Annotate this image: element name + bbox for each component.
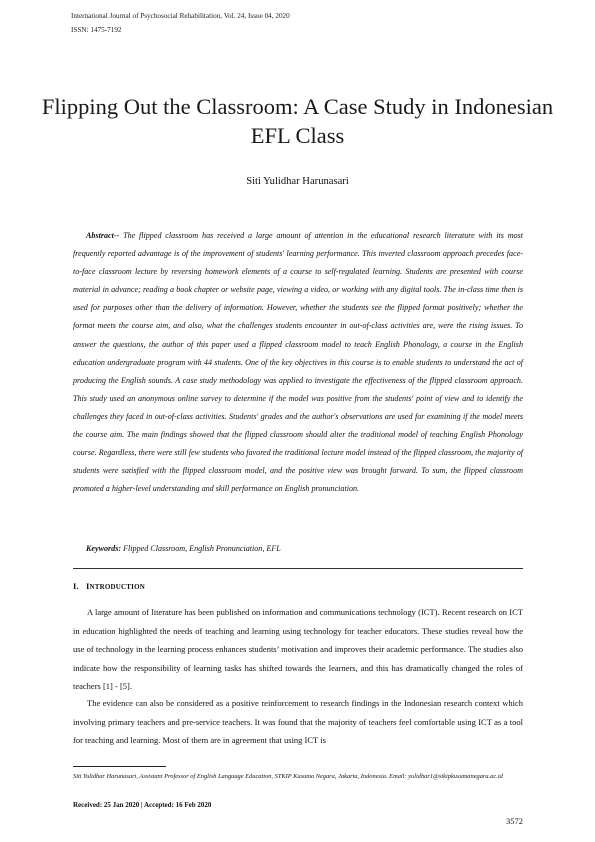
author-name: Siti Yulidhar Harunasari: [246, 176, 349, 187]
paper-title: Flipping Out the Classroom: A Case Study in Indonesian EFL Class: [41, 94, 554, 148]
keywords-label: Keywords:: [86, 544, 122, 553]
section-title-rest: NTRODUCTION: [89, 583, 145, 591]
page-number: 3572: [506, 816, 523, 826]
section-divider: [73, 568, 523, 569]
section-first-letter: I: [85, 581, 90, 591]
received-accepted-dates: Received: 25 Jan 2020 | Accepted: 16 Feb 2020: [73, 801, 212, 809]
keywords-text: Flipped Classroom, English Pronunciation, EFL: [123, 544, 281, 553]
keywords: [86, 544, 281, 553]
section-number: I.: [73, 581, 79, 591]
author-footnote: Siti Yulidhar Harunasari, Assistant Professor of English Language Education, STKIP Kusuma Negara, Jakarta, Indonesia. Email: yulidhar1@stkipkusumanegara.ac.id: [73, 773, 503, 780]
abstract: [73, 227, 523, 498]
footnote-divider: [73, 766, 166, 767]
journal-header: International Journal of Psychosocial Rehabilitation, Vol. 24, Issue 04, 2020: [71, 12, 290, 20]
abstract-text: The flipped classroom has received a large amount of attention in the educational research literature with its most frequently reported advantage is of the improvement of students' learning performance. This inverted classroom approach precedes face-to-face classroom lecture by reversing homework elements of a course to self-regulated learning. Students are presented with course material in advance; reading a book chapter or website page, viewing a video, or working with any digital tools. The in-class time then is used for purposes other than the delivery of information. However, whether the students see the flipped format positively; whether the format meets the course aim, and also, what the challenges students encounter in out-of-class activities are, were the rising issues. To answer the questions, the author of this paper used a flipped classroom model to teach English Phonology, a course in the English education undergraduate program with 44 students. One of the key objectives in this course is to enable students to understand the act of producing the English sounds. A case study methodology was applied to investigate the effectiveness of the flipped classroom approach. This study used an anonymous online survey to determine if the model was positive from the students' point of view and to identify the challenges they faced in out-of-class activities. Students' grades and the author's observations are used for examining if the model meets the course aim. The main findings showed that the flipped classroom should alter the traditional model of teaching English Phonology course. Regardless, there were still few students who favored the traditional lecture model instead of the flipped classroom, the majority of students were satisfied with the flipped classroom model, and the positive view was brought forward. To sum, the flipped classroom promoted a higher-level understanding and skill performance on English pronunciation.: [73, 231, 523, 494]
abstract-label: Abstract--: [86, 231, 120, 240]
body-paragraph: A large amount of literature has been published on information and communications technology (ICT). Recent research on ICT in education highlighted the needs of teaching and learning using technology for teacher educators. These studies reveal how the use of technology in the learning process enhances students’ motivation and improves their academic performance. The studies also indicate how the responsibility of learning tasks has shifted towards the learners, and this has dramatically changed the roles of teachers [1] - [5].: [73, 607, 523, 691]
issn-header: ISSN: 1475-7192: [71, 26, 122, 34]
body-paragraph: The evidence can also be considered as a positive reinforcement to research findings in the Indonesian research context which involving primary teachers and pre-service teachers. It was found that the majority of teachers feel comfortable using ICT as a tool for teaching and learning. Most of them are in agreement that using ICT is: [73, 698, 523, 745]
section-heading: [73, 581, 145, 591]
